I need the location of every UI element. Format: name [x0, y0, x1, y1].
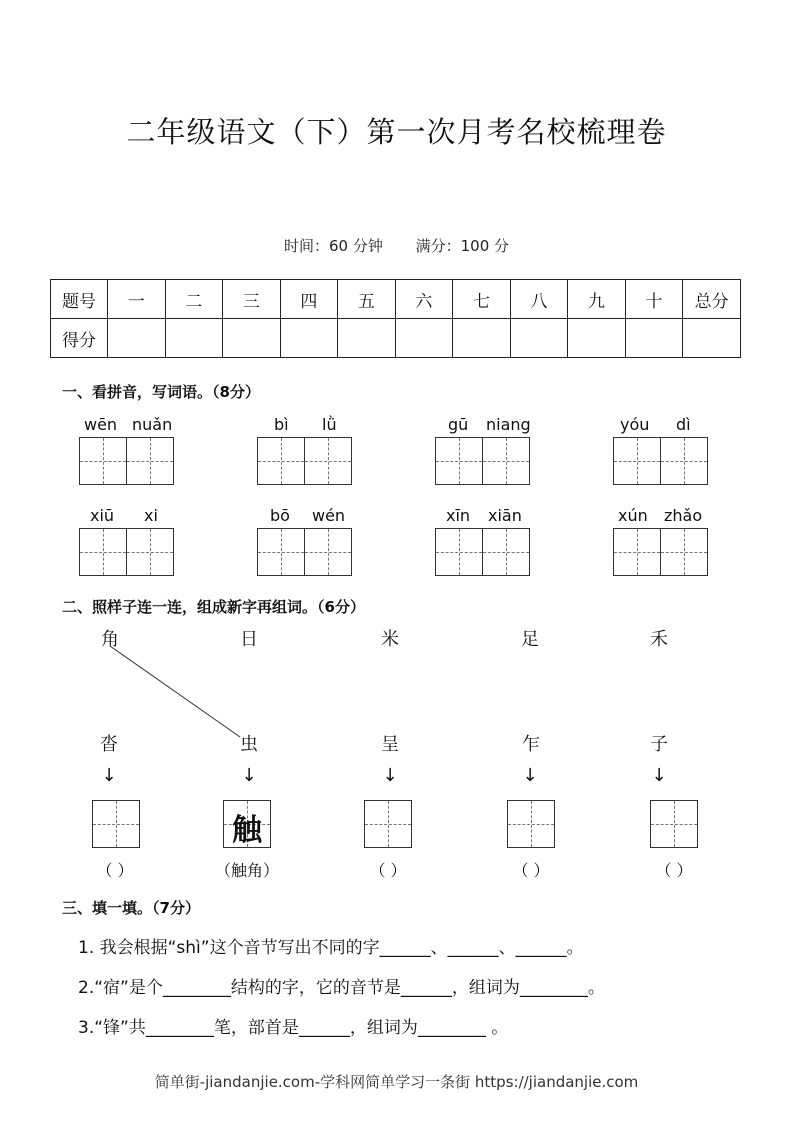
col-7: 七 [453, 280, 511, 319]
pinyin: xiū [90, 506, 115, 525]
radical-top[interactable]: 日 [240, 629, 258, 650]
page-title: 二年级语文（下）第一次月考名校梳理卷 [126, 115, 667, 149]
pinyin: wēn [84, 415, 118, 434]
component-bottom[interactable]: 乍 [522, 734, 540, 755]
word-answer-blank[interactable]: （ ） [369, 861, 407, 880]
col-10: 十 [625, 280, 683, 319]
section1-heading: 一、看拼音，写词语。（8分） [62, 383, 260, 401]
component-bottom[interactable]: 虫 [240, 734, 258, 755]
col-9: 九 [568, 280, 626, 319]
down-arrow-icon: ↓ [101, 765, 117, 786]
time-info: 时间：60 分钟 [283, 237, 383, 255]
radical-top[interactable]: 禾 [650, 629, 668, 650]
col-6: 六 [395, 280, 453, 319]
pinyin: xiān [488, 506, 522, 525]
down-arrow-icon: ↓ [241, 765, 257, 786]
col-5: 五 [338, 280, 396, 319]
radical-top[interactable]: 足 [521, 629, 539, 650]
col-1: 一 [108, 280, 166, 319]
pinyin: xīn [446, 506, 471, 525]
row-head-score: 得分 [51, 319, 108, 358]
col-total: 总分 [683, 280, 741, 319]
pinyin: niang [486, 415, 531, 434]
word-answer-blank[interactable]: （ ） [96, 861, 134, 880]
radical-top[interactable]: 角 [101, 629, 119, 650]
col-3: 三 [223, 280, 281, 319]
pinyin: dì [676, 415, 691, 434]
fill-question-2[interactable]: 2.“宿”是个________结构的字，它的音节是______，组词为________。 [78, 978, 605, 998]
down-arrow-icon: ↓ [522, 765, 538, 786]
pinyin: zhǎo [664, 506, 703, 525]
pinyin: gū [448, 415, 469, 434]
pinyin: xi [144, 506, 158, 525]
new-char-box[interactable] [364, 800, 412, 848]
new-char-box-example [223, 800, 271, 848]
word-answer-example: （触角） [214, 861, 279, 880]
pinyin: wén [312, 506, 346, 525]
section3-heading: 三、填一填。（7分） [62, 899, 200, 917]
new-char-box[interactable] [92, 800, 140, 848]
example-char: 触 [232, 813, 262, 848]
component-bottom[interactable]: 子 [650, 734, 668, 755]
word-answer-blank[interactable]: （ ） [512, 861, 550, 880]
pinyin: lǜ [322, 415, 337, 434]
col-2: 二 [165, 280, 223, 319]
word-answer-blank[interactable]: （ ） [655, 861, 693, 880]
fill-question-3[interactable]: 3.“锋”共________笔，部首是______，组词为________ 。 [78, 1018, 509, 1038]
down-arrow-icon: ↓ [382, 765, 398, 786]
section2-heading: 二、照样子连一连，组成新字再组词。（6分） [62, 598, 365, 616]
pinyin: bì [274, 415, 289, 434]
radical-top[interactable]: 米 [381, 629, 399, 650]
col-4: 四 [280, 280, 338, 319]
pinyin: xún [618, 506, 648, 525]
new-char-box[interactable] [507, 800, 555, 848]
footer-watermark: 简单街-jiandanjie.com-学科网简单学习一条街 https://jiandanjie.com [154, 1073, 639, 1091]
pinyin: bō [270, 506, 290, 525]
component-bottom[interactable]: 呈 [381, 734, 399, 755]
pinyin: yóu [620, 415, 650, 434]
fill-question-1[interactable]: 1. 我会根据“shì”这个音节写出不同的字______、______、______。 [78, 938, 584, 958]
full-score-info: 满分：100 分 [415, 237, 510, 255]
down-arrow-icon: ↓ [651, 765, 667, 786]
col-8: 八 [510, 280, 568, 319]
pinyin: nuǎn [132, 415, 173, 434]
component-bottom[interactable]: 沓 [100, 734, 118, 755]
row-head-number: 题号 [51, 280, 108, 319]
new-char-box[interactable] [650, 800, 698, 848]
